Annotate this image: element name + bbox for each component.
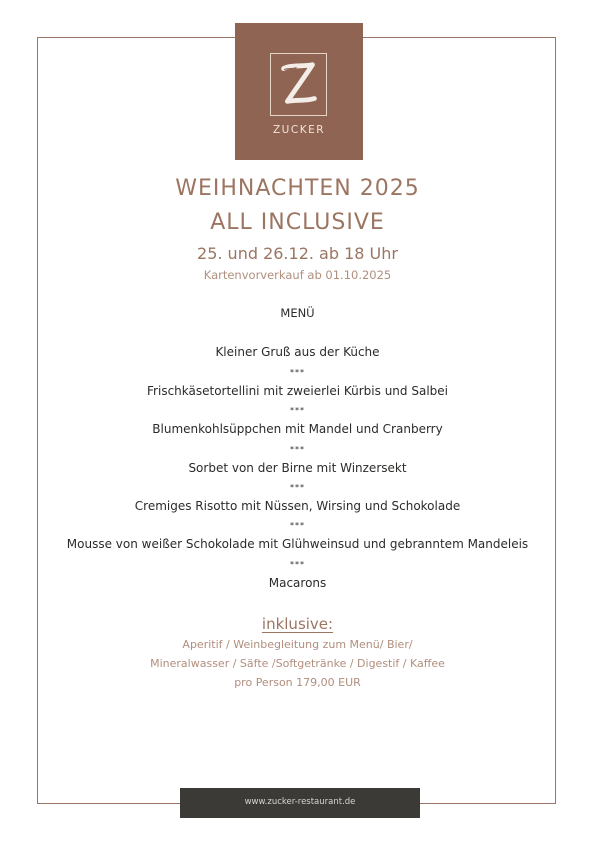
course-separator: *** (290, 521, 305, 530)
menu-course: Sorbet von der Birne mit Winzersekt (188, 461, 407, 475)
course-separator: *** (290, 445, 305, 454)
brand-logo (235, 23, 363, 160)
inclusive-heading: inklusive: (261, 615, 334, 633)
monogram-z-icon (271, 54, 326, 115)
price-per-person: pro Person 179,00 EUR (234, 676, 361, 689)
course-separator: *** (290, 483, 305, 492)
menu-course: Frischkäsetortellini mit zweierlei Kürbis und Salbei (147, 384, 448, 398)
menu-course: Macarons (268, 576, 327, 590)
menu-course: Kleiner Gruß aus der Küche (215, 345, 380, 359)
menu-heading: MENÜ (280, 306, 315, 320)
presale-notice: Kartenvorverkauf ab 01.10.2025 (203, 268, 392, 282)
inclusive-drinks-line-2: Mineralwasser / Säfte /Softgetränke / Digestif / Kaffee (150, 657, 445, 670)
course-separator: *** (290, 406, 305, 415)
course-separator: *** (290, 368, 305, 377)
menu-course: Blumenkohlsüppchen mit Mandel und Cranberry (152, 422, 443, 436)
website-link[interactable]: www.zucker-restaurant.de (244, 797, 356, 807)
event-dates: 25. und 26.12. ab 18 Uhr (197, 244, 398, 263)
menu-course: Mousse von weißer Schokolade mit Glühweinsud und gebranntem Mandeleis (66, 537, 529, 551)
footer-bar (180, 788, 420, 818)
page-title-line-1: WEIHNACHTEN 2025 (175, 176, 420, 201)
course-separator: *** (290, 560, 305, 569)
menu-course: Cremiges Risotto mit Nüssen, Wirsing und Schokolade (134, 499, 461, 513)
monogram-frame (270, 53, 327, 116)
brand-name: ZUCKER (272, 124, 326, 136)
inclusive-drinks-line-1: Aperitif / Weinbegleitung zum Menü/ Bier/ (182, 638, 413, 651)
page-title-line-2: ALL INCLUSIVE (210, 210, 385, 235)
